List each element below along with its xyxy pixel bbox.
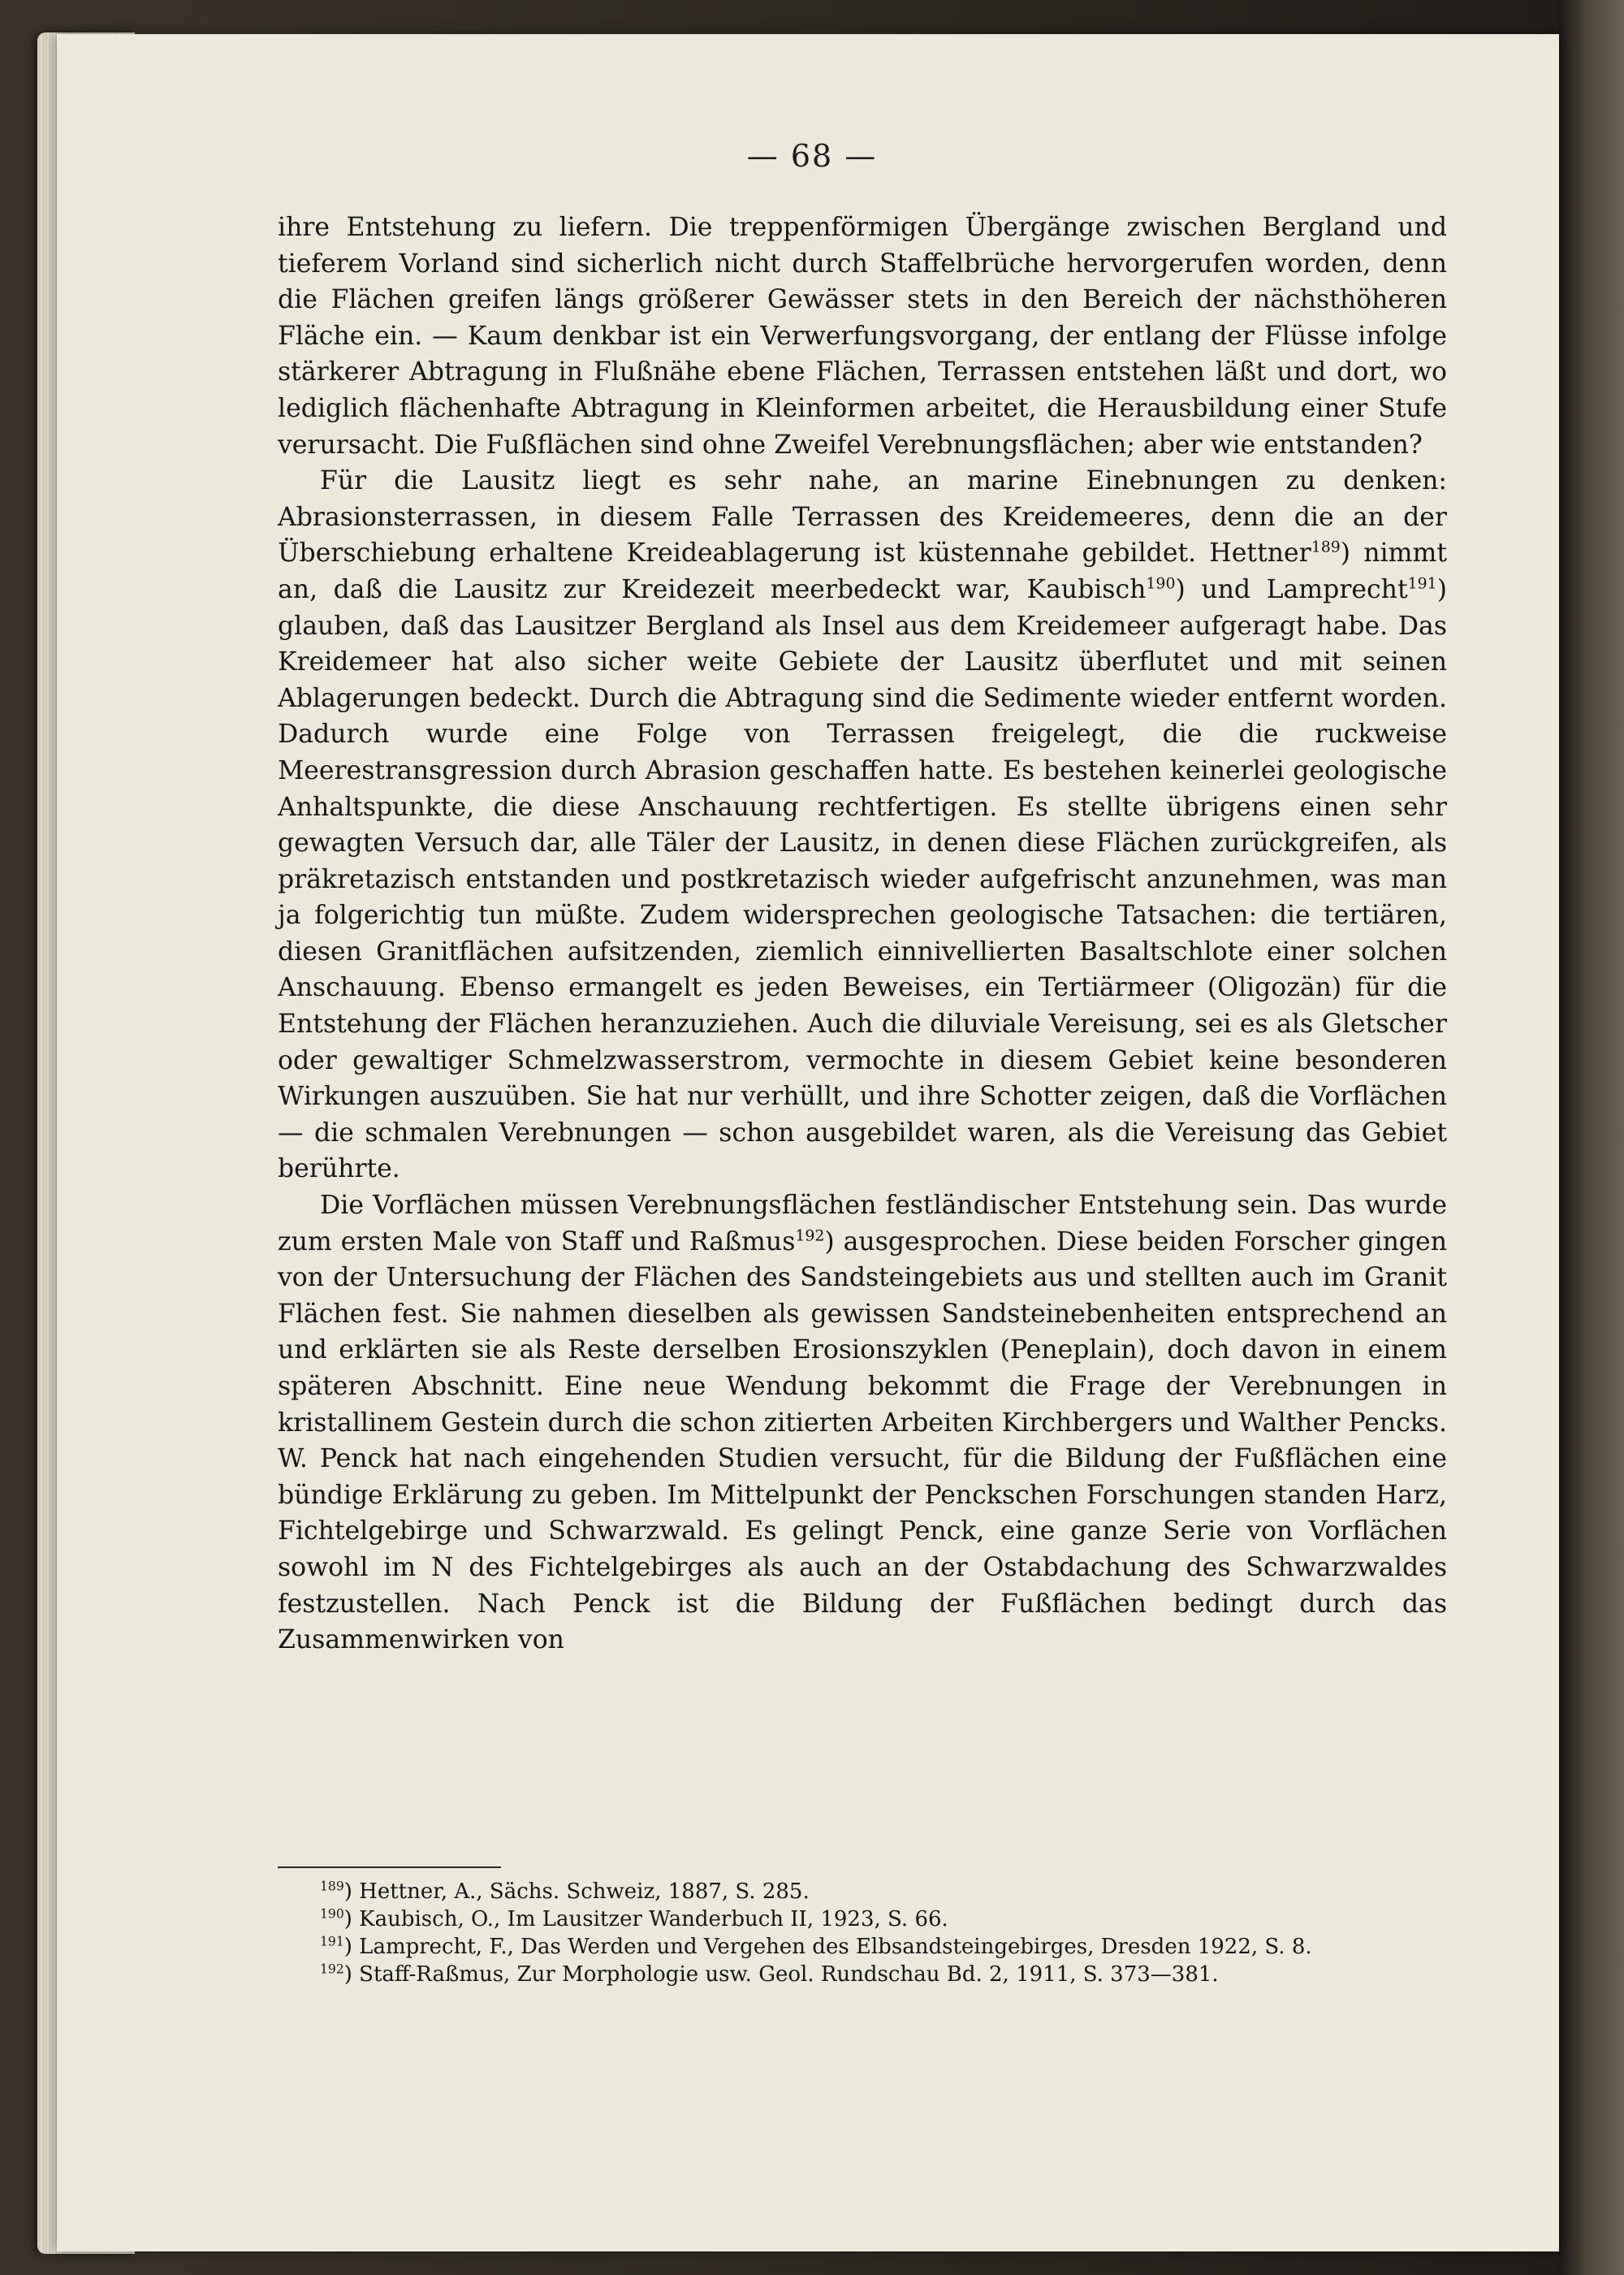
paragraph-text: ihre Entstehung zu liefern. Die treppenförmigen Übergänge zwischen Bergland und tieferem Vorland sind sicherlich nicht durch Staffelbrüche hervorgerufen worden, denn die Flächen greifen längs größerer Gewässer stets in den Bereich der nächsthöheren Fläche ein. — Kaum denkbar ist ein Verwerfungsvorgang, der entlang der Flüsse infolge stärkerer Abtragung in Flußnähe ebene Flächen, Terrassen entstehen läßt und dort, wo lediglich flächenhafte Abtragung in Kleinformen arbeitet, die Herausbildung einer Stufe verursacht. Die Fußflächen sind ohne Zweifel Verebnungsflächen; aber wie entstanden? — [278, 213, 1447, 460]
paragraph-text: Für die Lausitz liegt es sehr nahe, an marine Einebnungen zu denken: Abrasionsterrassen, in diesem Falle Terrassen des Kreidemeeres, denn die an der Überschiebung erhaltene Kreideablagerung ist küstennahe gebildet. Hettner — [278, 466, 1447, 569]
body-text — [278, 210, 1447, 1659]
book-spine — [1559, 0, 1624, 2275]
footnote-number: 190 — [320, 1906, 344, 1922]
paragraph-text: ) nimmt an, daß die Lausitz zur Kreidezeit meerbedeckt war, Kaubisch — [278, 538, 1447, 604]
paragraph-text: ) glauben, daß das Lausitzer Bergland als Insel aus dem Kreidemeer aufgeragt habe. Das Kreidemeer hat also sicher weite Gebiete der Lausitz überflutet und mit seinen Ablagerungen bedeckt. Durch die Abtragung sind die Sedimente wieder entfernt worden. Dadurch wurde eine Folge von Terrassen freigelegt, die die ruckweise Meerestransgression durch Abrasion geschaffen hatte. Es bestehen keinerlei geologische Anhaltspunkte, die diese Anschauung rechtfertigen. Es stellte übrigens einen sehr gewagten Versuch dar, alle Täler der Lausitz, in denen diese Flächen zurückgreifen, als präkretazisch entstanden und postkretazisch wieder aufgefrischt anzunehmen, was man ja folgerichtig tun müßte. Zudem widersprechen geologische Tatsachen: die tertiären, diesen Granitflächen aufsitzenden, ziemlich einnivellierten Basaltschlote einer solchen Anschauung. Ebenso ermangelt es jeden Beweises, ein Tertiärmeer (Oligozän) für die Entstehung der Flächen heranzuziehen. Auch die diluviale Vereisung, sei es als Gletscher oder gewaltiger Schmelzwasserstrom, vermochte in diesem Gebiet keine besonderen Wirkungen auszuüben. Sie hat nur verhüllt, und ihre Schotter zeigen, daß die Vorflächen — die schmalen Verebnungen — schon ausgebildet waren, als die Vereisung das Gebiet berührte. — [278, 574, 1447, 1184]
paragraph-text: ) und Lamprecht — [1175, 574, 1408, 604]
footnote-number: 191 — [320, 1934, 344, 1949]
paragraph-text: ) ausgesprochen. Diese beiden Forscher gingen von der Untersuchung der Flächen des Sandsteingebiets aus und stellten auch im Granit Flächen fest. Sie nahmen dieselben als gewissen Sandsteinebenheiten entsprechend an und erklärten sie als Reste derselben Erosionszyklen (Peneplain), doch davon in einem späteren Abschnitt. Eine neue Wendung bekommt die Frage der Verebnungen in kristallinem Gestein durch die schon zitierten Arbeiten Kirchbergers und Walther Pencks. W. Penck hat nach eingehenden Studien versucht, für die Bildung der Fußflächen eine bündige Erklärung zu geben. Im Mittelpunkt der Penckschen Forschungen standen Harz, Fichtelgebirge und Schwarzwald. Es gelingt Penck, eine ganze Serie von Vorflächen sowohl im N des Fichtelgebirges als auch an der Ostabdachung des Schwarzwaldes festzustellen. Nach Penck ist die Bildung der Fußflächen bedingt durch das Zusammenwirken von — [278, 1226, 1447, 1655]
footnote — [278, 1905, 1447, 1933]
footnote-text: ) Kaubisch, O., Im Lausitzer Wanderbuch II, 1923, S. 66. — [343, 1907, 948, 1931]
footnote-divider — [278, 1866, 501, 1868]
footnote-ref: 190 — [1146, 574, 1176, 593]
page-number: — 68 — — [746, 138, 878, 174]
footnote — [278, 1933, 1447, 1961]
footnote-text: ) Lamprecht, F., Das Werden und Vergehen des Elbsandsteingebirges, Dresden 1922, S. 8. — [343, 1935, 1312, 1959]
footnote-number: 192 — [320, 1961, 344, 1977]
footnote — [278, 1878, 1447, 1905]
paragraph-text: Die Vorflächen müssen Verebnungsflächen festländischer Entstehung sein. Das wurde zum ersten Male von Staff und Raßmus — [278, 1191, 1447, 1256]
paragraph — [278, 463, 1447, 1187]
footnote-text: ) Hettner, A., Sächs. Schweiz, 1887, S. 285. — [343, 1879, 810, 1904]
footnote-ref: 192 — [795, 1226, 825, 1245]
footnote-ref: 189 — [1311, 538, 1341, 556]
footnote — [278, 1961, 1447, 1988]
footnote-ref: 191 — [1407, 574, 1437, 593]
footnotes — [278, 1878, 1447, 1988]
paragraph — [278, 210, 1447, 463]
paragraph — [278, 1187, 1447, 1659]
footnote-number: 189 — [320, 1879, 344, 1894]
footnote-text: ) Staff-Raßmus, Zur Morphologie usw. Geol. Rundschau Bd. 2, 1911, S. 373—381. — [343, 1962, 1219, 1987]
